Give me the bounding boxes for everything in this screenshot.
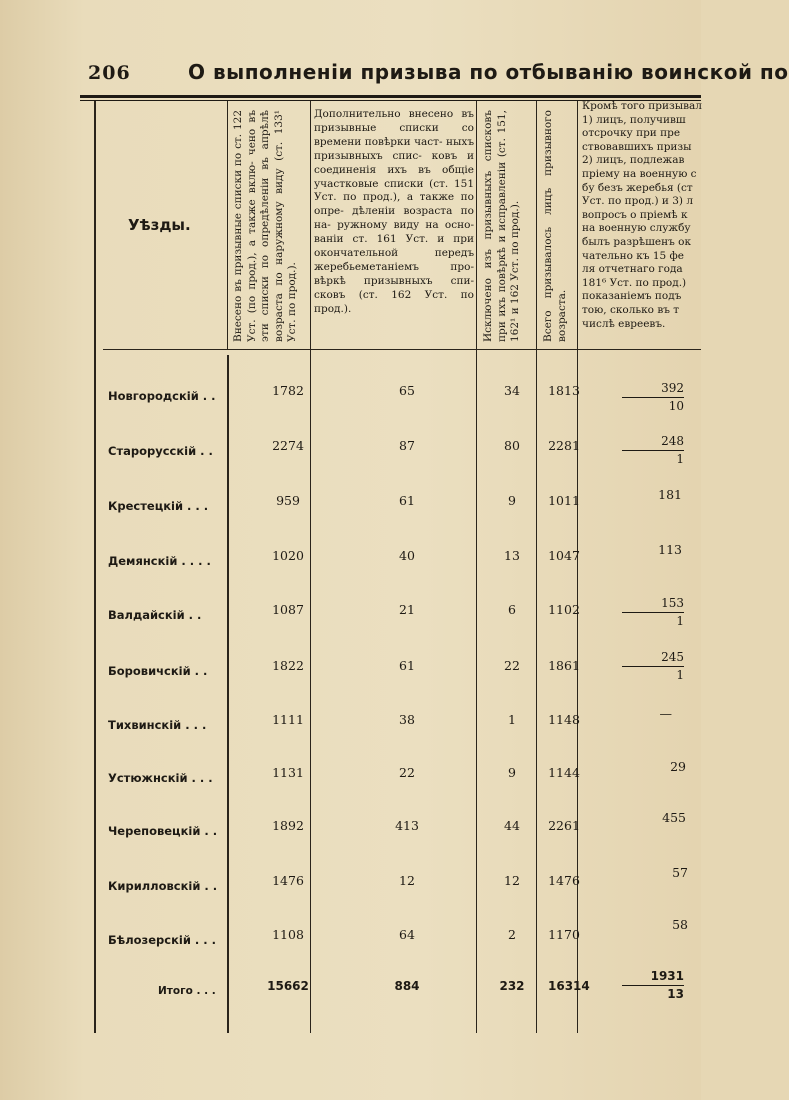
col5-line: числѣ евреевъ. (582, 317, 666, 330)
table-row (0, 759, 701, 805)
column-rule-1 (227, 101, 228, 349)
col5-line: ля отчетнаго года (582, 263, 683, 276)
col5-line: пріему на военную с (582, 167, 697, 180)
value-total-called: 1011 (548, 493, 580, 508)
value-additionally-called (640, 596, 684, 629)
value-total-called: 1170 (548, 927, 580, 942)
value-total-called: 1102 (548, 602, 580, 617)
value-excluded: 1 (508, 712, 516, 727)
value-entered: 1476 (272, 873, 304, 888)
value-total-called: 1476 (548, 873, 580, 888)
value-additionally-called: 58 (672, 917, 688, 932)
value-excluded: 2 (508, 927, 516, 942)
col5-line: чательно къ 15 фе (582, 249, 684, 262)
district-name: Демянскій . . . . (108, 554, 211, 568)
value-total-called: 1148 (548, 712, 580, 727)
fraction-bar (622, 450, 684, 451)
value-additional: 38 (399, 712, 415, 727)
district-name: Крестецкій . . . (108, 499, 209, 513)
table-row (0, 810, 701, 858)
value-entered: 1108 (272, 927, 304, 942)
value-entered: 1782 (272, 383, 304, 398)
column-header-additionally-called (582, 100, 701, 331)
table-total-row (0, 969, 701, 1019)
total-label: Итого . . . (158, 985, 216, 997)
total-entered: 15662 (267, 979, 309, 993)
value-additional: 61 (399, 658, 415, 673)
col5-line: Кромѣ того призывал (582, 100, 702, 112)
col5-line: 1) лицъ, получивш (582, 113, 686, 126)
table-row (0, 383, 701, 423)
fraction-denominator: 1 (676, 614, 684, 628)
value-additional: 61 (399, 493, 415, 508)
district-name: Боровичскій . . (108, 664, 208, 678)
value-additionally-called: 455 (662, 810, 686, 825)
district-name: Валдайскій . . (108, 608, 202, 622)
header-rule-thick (80, 95, 701, 98)
value-entered: 1087 (272, 602, 304, 617)
value-excluded: 6 (508, 602, 516, 617)
value-additionally-called: — (659, 706, 672, 721)
value-excluded: 80 (504, 438, 520, 453)
value-additional: 22 (399, 765, 415, 780)
column-header-rule (103, 349, 701, 350)
table-row (0, 596, 701, 642)
value-additional: 12 (399, 873, 415, 888)
column-header-uezd: Уѣзды. (128, 216, 191, 234)
value-additionally-called (640, 650, 684, 683)
fraction-numerator: 153 (661, 596, 684, 610)
value-additional: 65 (399, 383, 415, 398)
value-excluded: 9 (508, 493, 516, 508)
fraction-numerator: 248 (661, 434, 684, 448)
table-row (0, 487, 701, 533)
fraction-numerator: 245 (661, 650, 684, 664)
fraction-numerator: 392 (661, 381, 684, 395)
col5-line: Уст. по прод.) и 3) л (582, 195, 694, 208)
value-entered: 2274 (272, 438, 304, 453)
value-total-called: 2281 (548, 438, 580, 453)
value-total-called: 2261 (548, 818, 580, 833)
value-additionally-called: 113 (658, 542, 682, 557)
table-row (0, 917, 701, 967)
col5-line: ствовавшихъ призы (582, 140, 692, 153)
value-additional: 413 (395, 818, 419, 833)
value-additionally-called (640, 434, 684, 467)
value-additional: 87 (399, 438, 415, 453)
value-additional: 21 (399, 602, 415, 617)
district-name: Тихвинскій . . . (108, 718, 207, 732)
value-entered: 1892 (272, 818, 304, 833)
value-excluded: 22 (504, 658, 520, 673)
value-total-called: 1861 (548, 658, 580, 673)
column-header-total-called: Всего призывалось лицъ призывного возраста. (542, 110, 568, 342)
value-additionally-called (640, 381, 684, 414)
fraction-denominator: 10 (668, 399, 684, 413)
page-running-title: О выполненіи призыва по отбыванію воинской по (188, 60, 789, 84)
fraction-bar (622, 397, 684, 398)
value-total-called: 1047 (548, 548, 580, 563)
district-name: Кирилловскій . . (108, 879, 218, 893)
column-header-excluded: Исключено изъ призывныхъ списковъ при ихъ повѣркѣ и исправленіи (ст. 151, 162¹ и 162 Уст. по прод.). (482, 110, 522, 342)
value-total-called: 1813 (548, 383, 580, 398)
page-number: 206 (88, 62, 131, 84)
column-header-entered: Внесено въ призывные списки по ст. 122 Уст. (по прод.), а также вклю- чено въ эти списки по опредѣленіи въ апрѣлѣ возраста по наружному виду (ст. 133¹ Уст. по прод.). (232, 110, 299, 342)
value-entered: 1822 (272, 658, 304, 673)
value-additional: 64 (399, 927, 415, 942)
table-row (0, 650, 701, 698)
value-additionally-called: 57 (672, 865, 688, 880)
value-additionally-called: 29 (670, 759, 686, 774)
col5-line: бу безъ жеребья (ст (582, 181, 693, 194)
col5-line: 2) лицъ, подлежав (582, 154, 685, 167)
fraction-bar (622, 612, 684, 613)
value-excluded: 13 (504, 548, 520, 563)
col5-line: вопросъ о пріемѣ к (582, 208, 688, 221)
value-entered: 959 (276, 493, 300, 508)
fraction-bar (622, 666, 684, 667)
total-called: 16314 (548, 979, 590, 993)
value-excluded: 34 (504, 383, 520, 398)
value-entered: 1020 (272, 548, 304, 563)
col5-line: былъ разрѣшенъ ок (582, 235, 692, 248)
district-name: Старорусскій . . (108, 444, 213, 458)
total-excluded: 232 (499, 979, 525, 993)
district-name: Череповецкій . . (108, 824, 218, 838)
col5-line: 181⁶ Уст. по прод.) (582, 276, 687, 289)
fraction-numerator: 1931 (650, 969, 684, 983)
value-excluded: 12 (504, 873, 520, 888)
district-name: Бѣлозерскій . . . (108, 933, 217, 947)
fraction-denominator: 13 (667, 987, 684, 1001)
page-header (0, 58, 789, 94)
value-excluded: 9 (508, 765, 516, 780)
value-excluded: 44 (504, 818, 520, 833)
column-header-additional: Дополнительно внесено въ призывные списки со времени повѣрки част- ныхъ призывныхъ спис- ковъ и соединенія ихъ въ общіе участковые списки (ст. 151 Уст. по прод.), а также по опре- дѣленіи возраста по на- ружному виду на осно- ваніи ст. 161 Уст. и при окончательной передъ жеребьеметаніемъ про- вѣркѣ призывныхъ спи- сковъ (ст. 162 Уст. по прод.). (314, 108, 474, 315)
value-additionally-called: 181 (658, 487, 682, 502)
col5-line: отсрочку при пре (582, 127, 681, 140)
total-additionally-called (640, 969, 684, 1002)
value-additional: 40 (399, 548, 415, 563)
table-row (0, 542, 701, 588)
district-name: Устюжнскій . . . (108, 771, 213, 785)
table-row (0, 434, 701, 478)
col5-line: тою, сколько въ т (582, 303, 680, 316)
fraction-denominator: 1 (676, 668, 684, 682)
value-entered: 1111 (272, 712, 304, 727)
value-entered: 1131 (272, 765, 304, 780)
fraction-bar (622, 985, 684, 986)
col5-line: показаніемъ подъ (582, 290, 682, 303)
col5-line: на военную службу (582, 222, 691, 235)
table-row (0, 865, 701, 913)
total-additional: 884 (394, 979, 420, 993)
value-total-called: 1144 (548, 765, 580, 780)
table-row (0, 706, 701, 752)
district-name: Новгородскій . . (108, 389, 216, 403)
fraction-denominator: 1 (676, 452, 684, 466)
